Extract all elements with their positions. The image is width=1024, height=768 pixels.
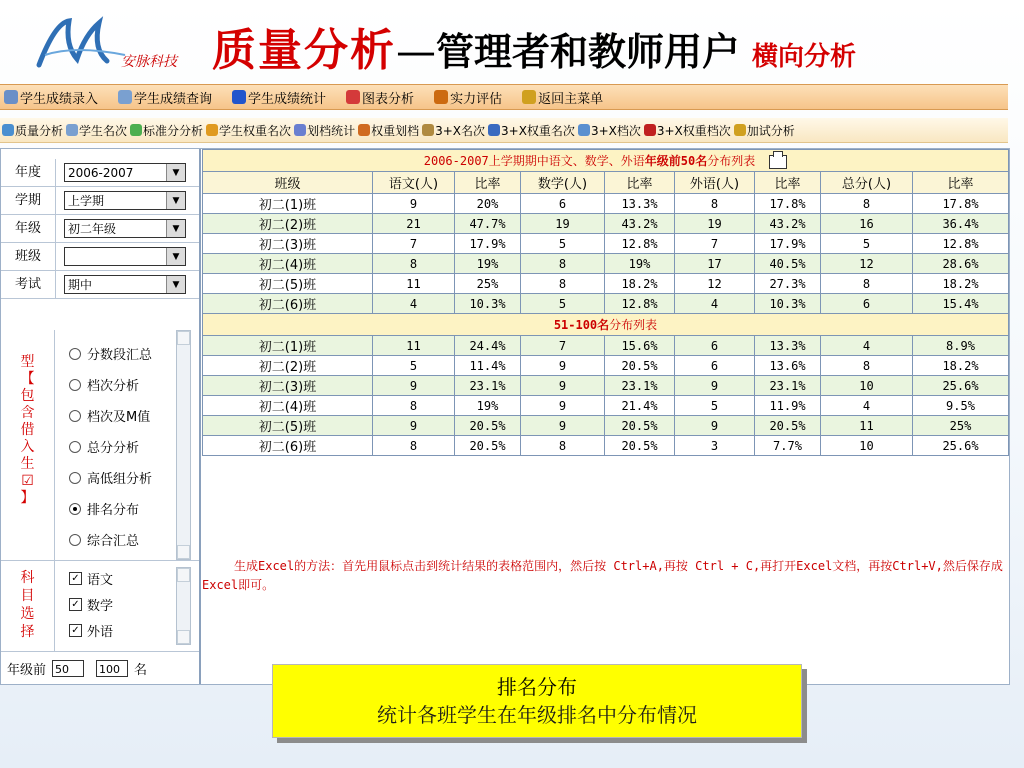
- class-name-cell: 初二(1)班: [203, 194, 373, 214]
- class-name-cell: 初二(5)班: [203, 274, 373, 294]
- pencil-icon: [4, 90, 18, 104]
- caption-text: 年级前50名: [644, 154, 708, 168]
- sub-menu-item[interactable]: [422, 122, 485, 139]
- column-header: 外语(人): [675, 172, 755, 194]
- value-cell: 11: [373, 274, 455, 294]
- type-option[interactable]: [69, 499, 139, 518]
- type-label-char: 包: [20, 388, 35, 404]
- value-cell: 43.2%: [605, 214, 675, 234]
- sub-menu-item[interactable]: [488, 122, 575, 139]
- main-menu-label: 返回主菜单: [538, 91, 604, 107]
- weight-seg-icon: [358, 124, 370, 136]
- sub-menu-label: 3+X名次: [435, 123, 486, 138]
- value-cell: 10.3%: [455, 294, 521, 314]
- type-label-char: ☑: [21, 473, 34, 489]
- subject-option[interactable]: [69, 595, 113, 614]
- subject-option[interactable]: [69, 569, 113, 588]
- subject-label-char: 科: [20, 570, 35, 586]
- value-cell: 4: [373, 294, 455, 314]
- callout-title: 排名分布: [497, 675, 577, 699]
- value-cell: 5: [521, 294, 605, 314]
- filter-sidebar: [1, 149, 201, 684]
- sub-menu-item[interactable]: [644, 122, 731, 139]
- value-cell: 11.9%: [755, 396, 821, 416]
- value-cell: 9: [373, 416, 455, 436]
- type-label-char: 借: [20, 422, 35, 438]
- rank-to-input[interactable]: 100: [96, 660, 128, 677]
- value-cell: 8: [821, 274, 913, 294]
- quality-icon: [2, 124, 14, 136]
- sub-menu-label: 学生权重名次: [219, 123, 292, 138]
- main-menu-item[interactable]: [118, 88, 212, 107]
- table-caption-row: [203, 150, 1009, 172]
- value-cell: 19: [675, 214, 755, 234]
- filter-year-label: 年度: [1, 159, 56, 186]
- value-cell: 25%: [913, 416, 1009, 436]
- grid-icon: [522, 90, 536, 104]
- column-header: 总分(人): [821, 172, 913, 194]
- column-header: 语文(人): [373, 172, 455, 194]
- value-cell: 12.8%: [605, 294, 675, 314]
- subject-option-label: 数学: [87, 599, 114, 614]
- table-row: [203, 234, 1009, 254]
- type-option-label: 总分分析: [87, 441, 140, 456]
- value-cell: 21: [373, 214, 455, 234]
- class-name-cell: 初二(2)班: [203, 214, 373, 234]
- scroll-down-button[interactable]: [177, 630, 190, 644]
- grade-select[interactable]: [64, 219, 186, 238]
- value-cell: 13.3%: [755, 336, 821, 356]
- rank-range-row: [1, 653, 199, 683]
- level-3x-icon: [578, 124, 590, 136]
- class-name-cell: 初二(4)班: [203, 396, 373, 416]
- exam-select[interactable]: [64, 275, 186, 294]
- value-cell: 7: [521, 336, 605, 356]
- filter-term-row: [1, 187, 199, 215]
- value-cell: 27.3%: [755, 274, 821, 294]
- value-cell: 9: [373, 194, 455, 214]
- value-cell: 25%: [455, 274, 521, 294]
- value-cell: 11: [821, 416, 913, 436]
- value-cell: 18.2%: [913, 356, 1009, 376]
- value-cell: 19: [521, 214, 605, 234]
- type-option-label: 排名分布: [87, 503, 140, 518]
- value-cell: 6: [675, 336, 755, 356]
- subject-scrollbar[interactable]: [176, 567, 191, 645]
- value-cell: 8: [521, 436, 605, 456]
- filter-grade-row: [1, 215, 199, 243]
- type-label-char: 含: [20, 405, 35, 421]
- students-icon: [66, 124, 78, 136]
- value-cell: 47.7%: [455, 214, 521, 234]
- extra-test-icon: [734, 124, 746, 136]
- rank-3x-icon: [422, 124, 434, 136]
- analysis-type-label: [1, 330, 55, 560]
- type-option[interactable]: [69, 375, 139, 394]
- filter-year-row: [1, 159, 199, 187]
- class-name-cell: 初二(2)班: [203, 356, 373, 376]
- filter-exam-label: 考试: [1, 271, 56, 298]
- type-option[interactable]: [69, 437, 139, 456]
- main-menu: [0, 84, 1008, 110]
- pie-chart-icon: [346, 90, 360, 104]
- value-cell: 17: [675, 254, 755, 274]
- value-cell: 5: [821, 234, 913, 254]
- value-cell: 6: [675, 356, 755, 376]
- value-cell: 20.5%: [605, 416, 675, 436]
- class-name-cell: 初二(6)班: [203, 294, 373, 314]
- radio-button[interactable]: [69, 441, 81, 453]
- main-menu-label: 学生成绩录入: [20, 91, 99, 107]
- value-cell: 6: [821, 294, 913, 314]
- radio-button[interactable]: [69, 410, 81, 422]
- value-cell: 19%: [455, 254, 521, 274]
- result-area: [202, 149, 1008, 592]
- value-cell: 8: [521, 274, 605, 294]
- type-label-char: 生: [20, 456, 35, 472]
- value-cell: 17.9%: [455, 234, 521, 254]
- value-cell: 15.4%: [913, 294, 1009, 314]
- standard-icon: [130, 124, 142, 136]
- exam-select-value: 期中: [68, 278, 93, 292]
- sub-menu-item[interactable]: [734, 122, 795, 139]
- column-header: 比率: [755, 172, 821, 194]
- chevron-down-icon[interactable]: ▼: [166, 164, 185, 181]
- table-caption-row: [203, 314, 1009, 336]
- value-cell: 13.6%: [755, 356, 821, 376]
- subject-label: [1, 561, 55, 651]
- value-cell: 11.4%: [455, 356, 521, 376]
- type-option[interactable]: [69, 530, 139, 549]
- value-cell: 16: [821, 214, 913, 234]
- value-cell: 5: [373, 356, 455, 376]
- excel-export-note: 生成Excel的方法：首先用鼠标点击到统计结果的表格范围内，然后按 Ctrl+A,再按 Ctrl + C,再打开Excel文档，再按Ctrl+V,然后保存成Excel即可。: [202, 559, 1003, 592]
- printer-icon[interactable]: [769, 155, 787, 169]
- value-cell: 9: [521, 416, 605, 436]
- feature-callout: [272, 664, 802, 738]
- type-label-char: 】: [20, 490, 35, 506]
- value-cell: 18.2%: [913, 274, 1009, 294]
- value-cell: 7.7%: [755, 436, 821, 456]
- class-name-cell: 初二(3)班: [203, 234, 373, 254]
- class-name-cell: 初二(6)班: [203, 436, 373, 456]
- column-header: 数学(人): [521, 172, 605, 194]
- checkbox[interactable]: ✓: [69, 624, 82, 637]
- value-cell: 12: [821, 254, 913, 274]
- value-cell: 17.9%: [755, 234, 821, 254]
- table-header-row: [203, 172, 1009, 194]
- term-select-value: 上学期: [68, 194, 105, 208]
- main-menu-item[interactable]: [522, 88, 603, 107]
- title-sub: 管理者和教师用户: [436, 30, 741, 74]
- filter-exam-row: [1, 271, 199, 299]
- type-option[interactable]: [69, 468, 152, 487]
- value-cell: 12: [675, 274, 755, 294]
- value-cell: 18.2%: [605, 274, 675, 294]
- value-cell: 9: [521, 396, 605, 416]
- scroll-down-button[interactable]: [177, 545, 190, 559]
- value-cell: 9: [521, 356, 605, 376]
- type-option-label: 档次及M值: [87, 410, 151, 425]
- value-cell: 23.1%: [755, 376, 821, 396]
- value-cell: 12.8%: [913, 234, 1009, 254]
- value-cell: 4: [675, 294, 755, 314]
- value-cell: 12.8%: [605, 234, 675, 254]
- filter-class-row: [1, 243, 199, 271]
- main-menu-item[interactable]: [346, 88, 414, 107]
- chevron-down-icon[interactable]: ▼: [166, 248, 185, 265]
- value-cell: 8.9%: [913, 336, 1009, 356]
- value-cell: 28.6%: [913, 254, 1009, 274]
- value-cell: 43.2%: [755, 214, 821, 234]
- caption-text: 51-100名: [553, 318, 610, 332]
- table-row: [203, 396, 1009, 416]
- radio-button[interactable]: [69, 534, 81, 546]
- main-menu-item[interactable]: [434, 88, 502, 107]
- type-option-label: 档次分析: [87, 379, 140, 394]
- subject-option-label: 语文: [87, 573, 114, 588]
- type-option[interactable]: [69, 406, 150, 425]
- type-scrollbar[interactable]: [176, 330, 191, 560]
- scroll-up-button[interactable]: [177, 568, 190, 582]
- value-cell: 25.6%: [913, 436, 1009, 456]
- sub-menu-label: 加试分析: [746, 123, 795, 138]
- filter-class-label: 班级: [1, 243, 56, 270]
- caption-text: 分布列表: [609, 318, 658, 332]
- value-cell: 23.1%: [455, 376, 521, 396]
- main-menu-label: 图表分析: [362, 91, 415, 107]
- subject-label-char: 择: [20, 624, 35, 640]
- column-header: 比率: [913, 172, 1009, 194]
- value-cell: 8: [821, 194, 913, 214]
- sub-menu-label: 标准分分析: [143, 123, 204, 138]
- value-cell: 23.1%: [605, 376, 675, 396]
- year-select-value: 2006-2007: [68, 165, 134, 180]
- search-doc-icon: [118, 90, 132, 104]
- sub-menu-item[interactable]: [66, 122, 127, 139]
- value-cell: 40.5%: [755, 254, 821, 274]
- class-select[interactable]: [64, 247, 186, 266]
- subject-panel: [1, 561, 199, 652]
- rank-prefix: 年级前: [7, 662, 47, 678]
- table-row: [203, 376, 1009, 396]
- main-menu-label: 学生成绩统计: [248, 91, 327, 107]
- class-name-cell: 初二(4)班: [203, 254, 373, 274]
- value-cell: 20.5%: [605, 356, 675, 376]
- subject-label-char: 选: [20, 606, 35, 622]
- sub-menu-label: 3+X档次: [590, 123, 641, 138]
- sub-menu-item[interactable]: [294, 122, 355, 139]
- title-dash: —: [396, 29, 436, 75]
- radio-button[interactable]: [69, 472, 81, 484]
- value-cell: 8: [675, 194, 755, 214]
- value-cell: 19%: [605, 254, 675, 274]
- chevron-down-icon[interactable]: ▼: [166, 192, 185, 209]
- value-cell: 20%: [455, 194, 521, 214]
- type-option-label: 综合汇总: [87, 534, 140, 549]
- value-cell: 8: [821, 356, 913, 376]
- type-option[interactable]: [69, 344, 152, 363]
- value-cell: 9: [675, 376, 755, 396]
- value-cell: 8: [373, 436, 455, 456]
- radio-button[interactable]: [69, 348, 81, 360]
- value-cell: 8: [521, 254, 605, 274]
- sub-menu-label: 划档统计: [307, 123, 356, 138]
- sub-menu-label: 学生名次: [79, 123, 128, 138]
- caption-text: 2006-2007上学期期中语文、数学、外语: [423, 154, 645, 168]
- value-cell: 20.5%: [605, 436, 675, 456]
- main-menu-item[interactable]: [232, 88, 326, 107]
- value-cell: 17.8%: [755, 194, 821, 214]
- value-cell: 8: [373, 254, 455, 274]
- table-caption: [203, 314, 1009, 336]
- table-row: [203, 356, 1009, 376]
- bar-chart-icon: [232, 90, 246, 104]
- value-cell: 8: [373, 396, 455, 416]
- value-cell: 3: [675, 436, 755, 456]
- value-cell: 10.3%: [755, 294, 821, 314]
- value-cell: 13.3%: [605, 194, 675, 214]
- subject-option[interactable]: [69, 621, 113, 640]
- filter-term-label: 学期: [1, 187, 56, 214]
- table-row: [203, 436, 1009, 456]
- flag-icon: [434, 90, 448, 104]
- value-cell: 6: [521, 194, 605, 214]
- type-label-char: 型: [20, 354, 35, 370]
- subject-label-char: 目: [20, 588, 35, 604]
- value-cell: 9: [521, 376, 605, 396]
- callout-description: 统计各班学生在年级排名中分布情况: [377, 703, 697, 727]
- rank-from-input[interactable]: 50: [52, 660, 84, 677]
- scroll-up-button[interactable]: [177, 331, 190, 345]
- rank-distribution-table: [202, 149, 1009, 456]
- table-row: [203, 336, 1009, 356]
- value-cell: 4: [821, 336, 913, 356]
- year-select[interactable]: [64, 163, 186, 182]
- class-name-cell: 初二(3)班: [203, 376, 373, 396]
- value-cell: 7: [675, 234, 755, 254]
- company-logo: [35, 15, 200, 73]
- radio-button[interactable]: [69, 379, 81, 391]
- value-cell: 21.4%: [605, 396, 675, 416]
- level-3x-weight-icon: [644, 124, 656, 136]
- checkbox[interactable]: ✓: [69, 572, 82, 585]
- table-row: [203, 254, 1009, 274]
- logo-text: 安脉科技: [121, 54, 177, 70]
- value-cell: 20.5%: [755, 416, 821, 436]
- rank-suffix: 名: [134, 662, 148, 678]
- main-menu-label: 学生成绩查询: [134, 91, 213, 107]
- value-cell: 24.4%: [455, 336, 521, 356]
- value-cell: 9.5%: [913, 396, 1009, 416]
- type-option-label: 高低组分析: [87, 472, 153, 487]
- table-row: [203, 214, 1009, 234]
- value-cell: 19%: [455, 396, 521, 416]
- value-cell: 17.8%: [913, 194, 1009, 214]
- value-cell: 20.5%: [455, 416, 521, 436]
- value-cell: 36.4%: [913, 214, 1009, 234]
- main-menu-item[interactable]: [4, 88, 98, 107]
- radio-button[interactable]: [69, 503, 81, 515]
- type-option-label: 分数段汇总: [87, 348, 153, 363]
- type-label-char: 【: [20, 371, 35, 387]
- filter-grade-label: 年级: [1, 215, 56, 242]
- type-label-char: 入: [20, 439, 35, 455]
- column-header: 班级: [203, 172, 373, 194]
- sub-menu: [0, 118, 1008, 143]
- value-cell: 9: [373, 376, 455, 396]
- chevron-down-icon[interactable]: ▼: [166, 276, 185, 293]
- sub-menu-item[interactable]: [2, 122, 63, 139]
- weight-icon: [206, 124, 218, 136]
- sub-menu-item[interactable]: [578, 122, 641, 139]
- main-frame: [0, 148, 1010, 685]
- sub-menu-item[interactable]: [206, 122, 291, 139]
- value-cell: 5: [521, 234, 605, 254]
- caption-text: 分布列表: [707, 154, 756, 168]
- rank-3x-weight-icon: [488, 124, 500, 136]
- column-header: 比率: [455, 172, 521, 194]
- sub-menu-label: 质量分析: [15, 123, 64, 138]
- sub-menu-label: 3+X权重档次: [656, 123, 731, 138]
- value-cell: 9: [675, 416, 755, 436]
- value-cell: 4: [821, 396, 913, 416]
- sub-menu-item[interactable]: [358, 122, 419, 139]
- class-name-cell: 初二(5)班: [203, 416, 373, 436]
- table-row: [203, 274, 1009, 294]
- value-cell: 25.6%: [913, 376, 1009, 396]
- value-cell: 10: [821, 376, 913, 396]
- segment-icon: [294, 124, 306, 136]
- title-tag: 横向分析: [752, 42, 857, 72]
- main-menu-label: 实力评估: [450, 91, 503, 107]
- class-name-cell: 初二(1)班: [203, 336, 373, 356]
- sub-menu-label: 权重划档: [371, 123, 420, 138]
- value-cell: 15.6%: [605, 336, 675, 356]
- term-select[interactable]: [64, 191, 186, 210]
- column-header: 比率: [605, 172, 675, 194]
- chevron-down-icon[interactable]: ▼: [166, 220, 185, 237]
- header: [0, 0, 1024, 84]
- grade-select-value: 初二年级: [68, 222, 117, 236]
- table-row: [203, 194, 1009, 214]
- table-caption: [203, 150, 1009, 172]
- sub-menu-label: 3+X权重名次: [501, 123, 575, 138]
- subject-option-label: 外语: [87, 625, 114, 640]
- value-cell: 10: [821, 436, 913, 456]
- analysis-type-panel: [1, 330, 199, 561]
- page-title: [212, 14, 856, 78]
- value-cell: 5: [675, 396, 755, 416]
- checkbox[interactable]: ✓: [69, 598, 82, 611]
- value-cell: 7: [373, 234, 455, 254]
- title-main: 质量分析: [212, 25, 396, 76]
- sub-menu-item[interactable]: [130, 122, 203, 139]
- table-row: [203, 294, 1009, 314]
- value-cell: 20.5%: [455, 436, 521, 456]
- value-cell: 11: [373, 336, 455, 356]
- table-row: [203, 416, 1009, 436]
